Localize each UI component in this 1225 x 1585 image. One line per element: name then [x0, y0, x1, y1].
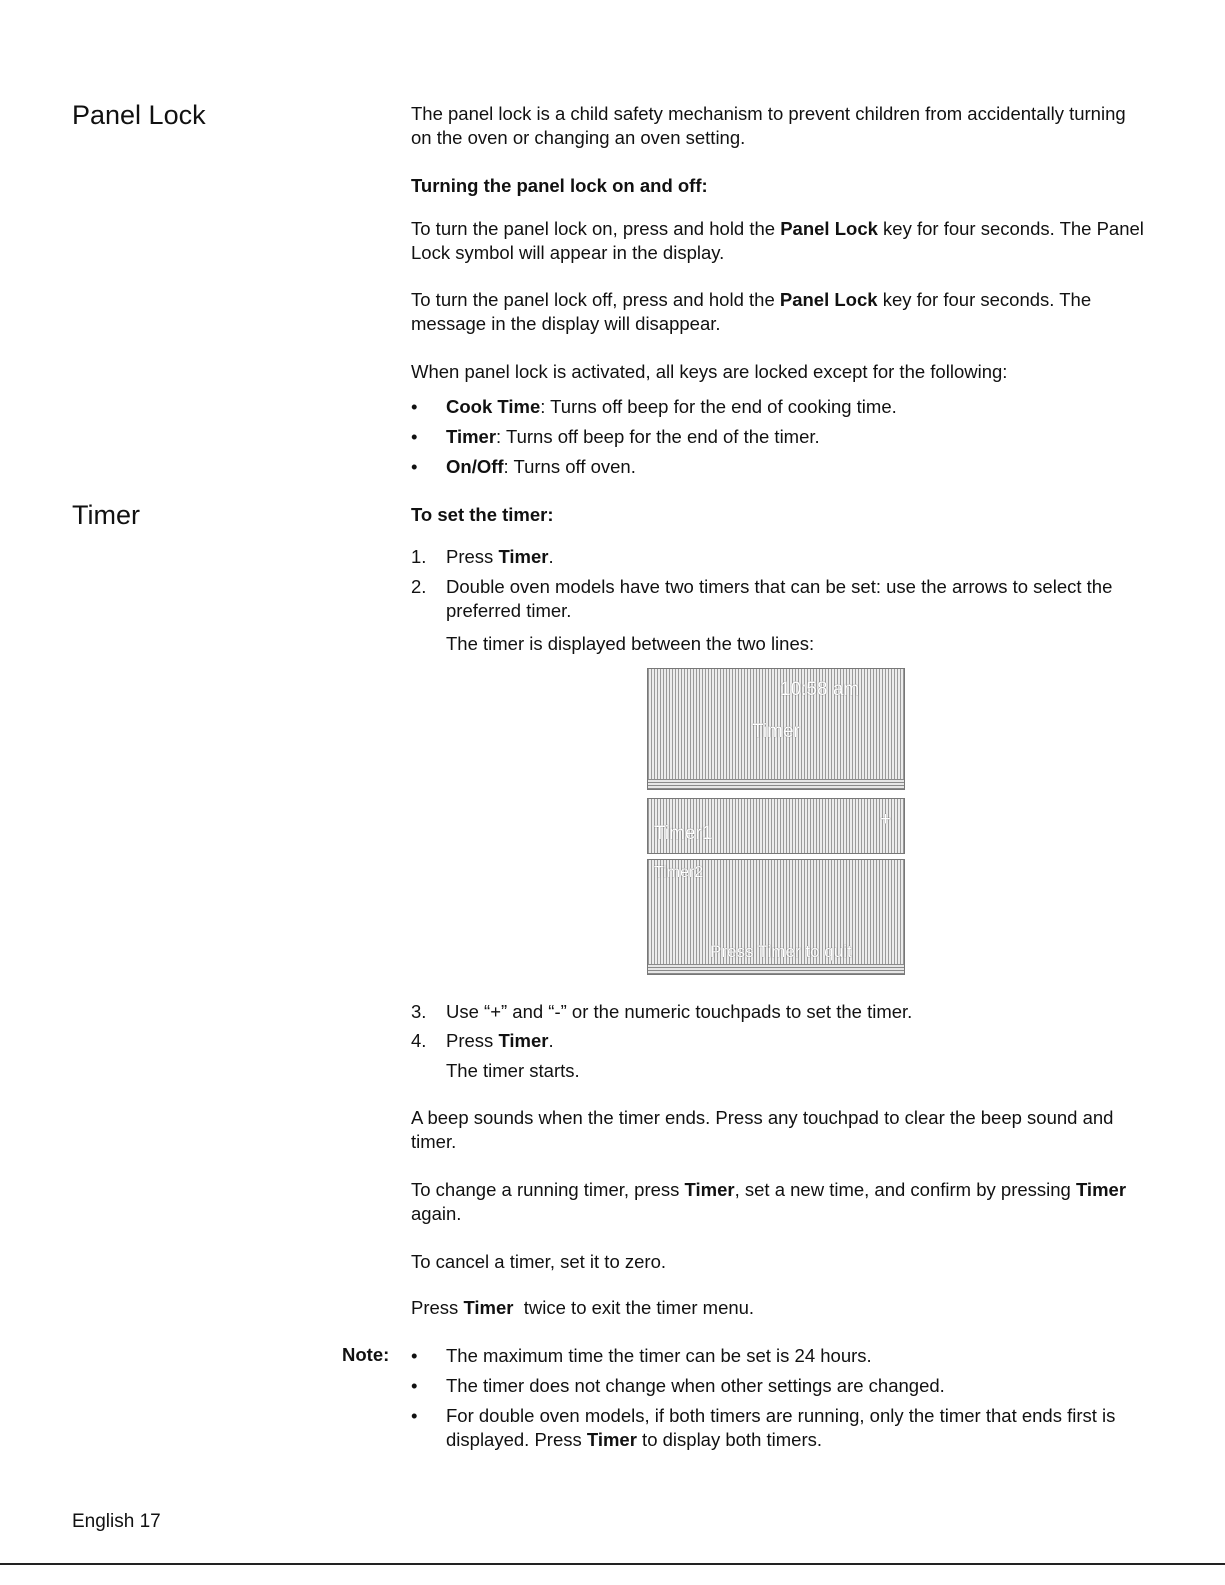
- exception-item: • Cook Time: Turns off beep for the end of cooking time.: [411, 396, 897, 417]
- panel-lock-subheading: Turning the panel lock on and off:: [411, 175, 708, 196]
- display-panel-top: [647, 668, 905, 790]
- display-panel-middle: [647, 798, 905, 854]
- timer-starts-text: The timer starts.: [446, 1060, 580, 1081]
- display-time: 10:58 am: [780, 679, 860, 700]
- timer-exit-text: Press Timer twice to exit the timer menu.: [411, 1297, 755, 1318]
- note-item: • The maximum time the timer can be set is 24 hours.: [411, 1345, 872, 1366]
- step-1: 1. Press Timer.: [411, 546, 554, 567]
- timer-subheading: To set the timer:: [411, 504, 554, 525]
- display-press-timer: Press Timer to quit: [710, 942, 852, 961]
- panel-lock-on-text: To turn the panel lock on, press and hold the Panel Lock key for four seconds. The Panel Lock symbol will appear in the display.: [411, 218, 1144, 263]
- bottom-rule: [0, 1563, 1225, 1565]
- display-plus: +: [880, 809, 892, 830]
- display-timer-label: Timer: [752, 721, 800, 742]
- note-item: • The timer does not change when other settings are changed.: [411, 1375, 945, 1396]
- step-3: 3. Use “+” and “-” or the numeric touchpads to set the timer.: [411, 1001, 913, 1022]
- display-timer2: Timer2: [654, 864, 704, 881]
- timer-heading: Timer: [72, 500, 140, 530]
- timer-cancel-text: To cancel a timer, set it to zero.: [411, 1251, 666, 1272]
- step-2: 2. Double oven models have two timers that can be set: use the arrows to select the preferred timer.: [411, 576, 1113, 621]
- exception-item: • Timer: Turns off beep for the end of the timer.: [411, 426, 820, 447]
- display-timer1: Timer1: [654, 823, 713, 844]
- timer-beep-text: A beep sounds when the timer ends. Press any touchpad to clear the beep sound and timer.: [411, 1107, 1114, 1152]
- timer-displayed-text: The timer is displayed between the two lines:: [446, 633, 815, 654]
- panel-lock-intro: The panel lock is a child safety mechanism to prevent children from accidentally turning on the oven or changing an oven setting.: [411, 103, 1126, 148]
- exception-item: • On/Off: Turns off oven.: [411, 456, 636, 477]
- display-panel-bottom: [647, 859, 905, 975]
- page-footer: English 17: [72, 1511, 161, 1532]
- panel-lock-activated-text: When panel lock is activated, all keys are locked except for the following:: [411, 361, 1008, 382]
- panel-lock-off-text: To turn the panel lock off, press and hold the Panel Lock key for four seconds. The message in the display will disappear.: [411, 289, 1092, 334]
- step-4: 4. Press Timer.: [411, 1030, 554, 1051]
- note-item: • For double oven models, if both timers are running, only the timer that ends first is displayed. Press Timer to display both timers.: [411, 1405, 1116, 1450]
- panel-lock-heading: Panel Lock: [72, 100, 206, 130]
- timer-change-text: To change a running timer, press Timer, set a new time, and confirm by pressing Timer again.: [411, 1179, 1127, 1224]
- note-label: Note:: [342, 1344, 390, 1365]
